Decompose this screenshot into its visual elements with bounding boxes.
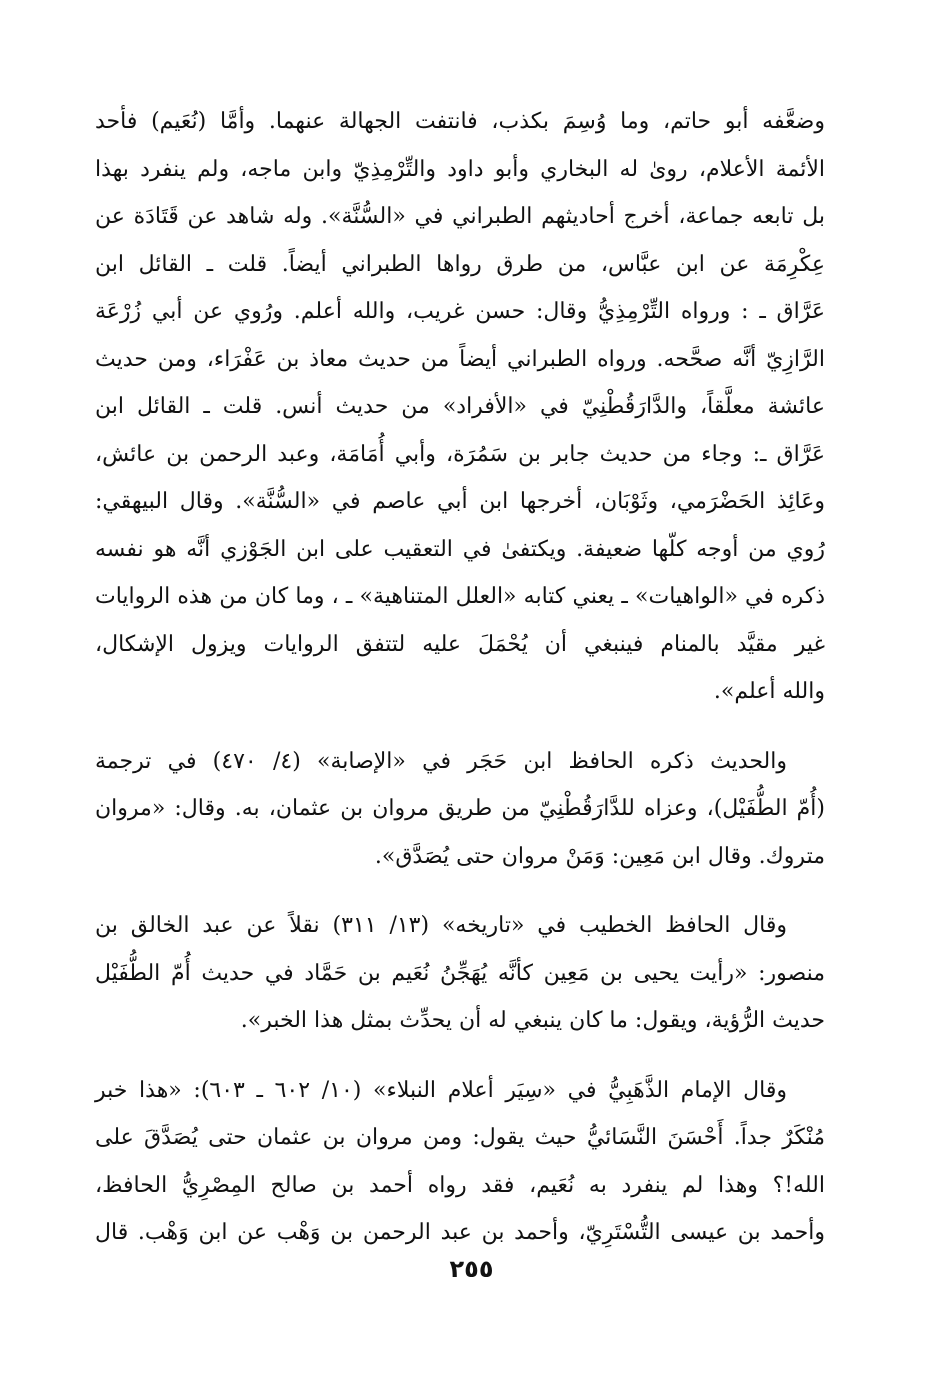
text-line: وقال الحافظ الخطيب في «تاريخه» (١٣/ ٣١١) نقلاً عن عبد الخالق بن	[95, 913, 787, 938]
text-line: الله!؟ وهذا لم ينفرد به نُعَيم، فقد رواه أحمد بن صالح المِصْرِيُّ الحافظ،	[95, 1172, 825, 1198]
paragraph-3	[95, 902, 825, 1045]
text-line: والحديث ذكره الحافظ ابن حَجَر في «الإصابة» (٤/ ٤٧٠) في ترجمة	[95, 748, 787, 774]
text-line: متروك. وقال ابن مَعِين: وَمَنْ مروان حتى يُصَدَّق».	[374, 843, 825, 869]
text-line: حديث الرُّؤية، ويقول: ما كان ينبغي له أن يحدِّث بمثل هذا الخبر».	[240, 1008, 825, 1033]
text-line: منصور: «رأيت يحيى بن مَعِين كأنَّه يُهَجِّنُ نُعَيم بن حَمَّاد في حديث أُمّ الطُّفَيْل	[95, 960, 825, 986]
text-line: ذكره في «الواهيات» ـ يعني كتابه «العلل المتناهية» ـ ، وما كان من هذه الروايات	[95, 584, 825, 609]
text-line: الرَّازِيّ أنَّه صحَّحه. ورواه الطبراني أيضاً من حديث معاذ بن عَفْرَاء، ومن حديث	[95, 346, 825, 372]
text-line: والله أعلم».	[713, 679, 825, 704]
text-line: عَرَّاق ـ: وجاء من حديث جابر بن سَمُرَة، وأبي أُمَامَة، وعبد الرحمن بن عائش،	[95, 441, 825, 467]
text-line: عِكْرِمَة عن ابن عبَّاس، من طرق رواها الطبراني أيضاً. قلت ـ القائل ابن	[95, 251, 825, 277]
text-line: الأئمة الأعلام، روىٰ له البخاري وأبو داود والتِّرْمِذِيّ وابن ماجه، ولم ينفرد بهذا	[95, 156, 825, 182]
text-line: عَرَّاق ـ : ورواه التِّرْمِذِيُّ وقال: حسن غريب، والله أعلم. ورُوي عن أبي زُرْعَة	[95, 299, 825, 324]
text-line: رُوي من أوجه كلّها ضعيفة. ويكتفىٰ في التعقيب على ابن الجَوْزي أنَّه هو نفسه	[95, 536, 825, 562]
text-line: وضعَّفه أبو حاتم، وما وُسِمَ بكذب، فانتفت الجهالة عنهما. وأمَّا (نُعَيم) فأحد	[95, 109, 825, 134]
paragraph-4	[95, 1067, 825, 1257]
text-line: مُنْكَرٌ جداً. أَحْسَنَ النَّسَائيُّ حيث يقول: ومن مروان بن عثمان حتى يُصَدَّقَ على	[95, 1125, 825, 1150]
text-line: وأحمد بن عيسى التُّسْتَرِيّ، وأحمد بن عبد الرحمن بن وَهْب عن ابن وَهْب. قال	[95, 1220, 825, 1245]
text-line: وعَائِذ الحَضْرَمي، وثَوْبَان، أخرجها ابن أبي عاصم في «السُّنَّة». وقال البيهقي:	[95, 489, 825, 514]
text-line: (أُمّ الطُّفَيْل)، وعزاه للدَّارَقُطْنِيّ من طريق مروان بن عثمان، به. وقال: «مروان	[95, 796, 825, 821]
text-line: غير مقيَّد بالمنام فينبغي أن يُحْمَلَ عليه لتتفق الروايات ويزول الإشكال،	[95, 631, 825, 657]
text-line: عائشة معلَّقاً، والدَّارَقُطْنِيّ في «الأفراد» من حديث أنس. قلت ـ القائل ابن	[95, 394, 825, 419]
paragraph-2	[95, 738, 825, 881]
page-body	[95, 98, 825, 1257]
page-number: ٢٥٥	[449, 1255, 494, 1283]
paragraph-1	[95, 98, 825, 716]
text-line: وقال الإمام الذَّهَبِيُّ في «سِيَر أعلام النبلاء» (١٠/ ٦٠٢ ـ ٦٠٣): «هذا خبر	[95, 1077, 788, 1103]
text-line: بل تابعه جماعة، أخرج أحاديثهم الطبراني في «السُّنَّة». وله شاهد عن قَتَادَة عن	[95, 204, 825, 229]
